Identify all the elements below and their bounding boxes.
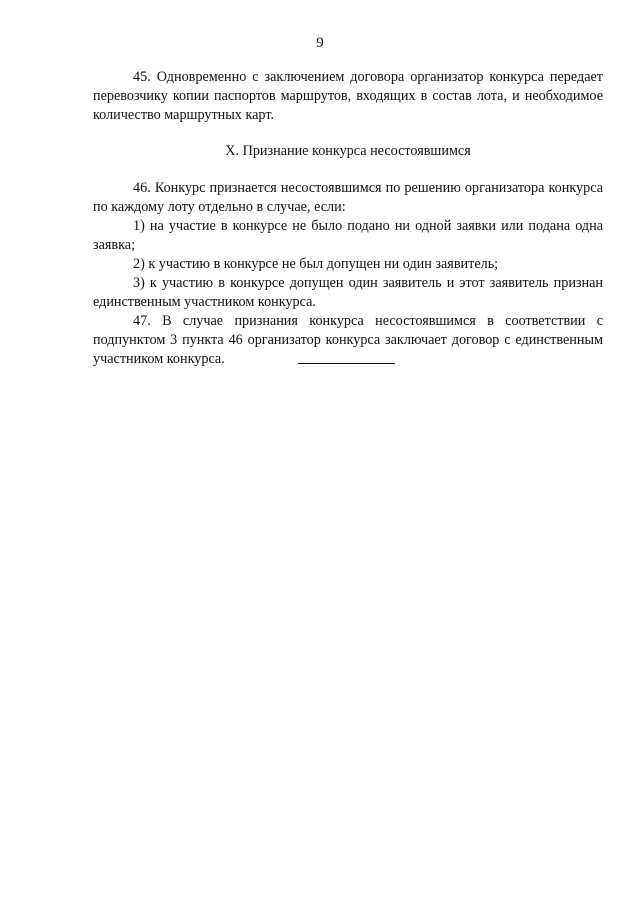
paragraph-47: 47. В случае признания конкурса несостоявшимся в соответствии с подпунктом 3 пункта 46 организатор конкурса заключает договор с единственным участником конкурса. bbox=[93, 313, 603, 367]
document-body bbox=[93, 68, 603, 369]
paragraph-45: 45. Одновременно с заключением договора организатор конкурса передает перевозчику копии паспортов маршрутов, входящих в состав лота, и необходимое количество маршрутных карт. bbox=[93, 69, 603, 123]
section-heading: X. Признание конкурса несостоявшимся bbox=[225, 143, 471, 159]
list-item-2: 2) к участию в конкурсе не был допущен ни один заявитель; bbox=[133, 256, 499, 272]
paragraph-46: 46. Конкурс признается несостоявшимся по решению организатора конкурса по каждому лоту отдельно в случае, если: bbox=[93, 180, 603, 215]
list-item-3: 3) к участию в конкурсе допущен один заявитель и этот заявитель признан единственным участником конкурса. bbox=[93, 275, 603, 310]
page-number: 9 bbox=[316, 35, 324, 51]
end-separator-line bbox=[298, 363, 395, 364]
list-item-1: 1) на участие в конкурсе не было подано ни одной заявки или подана одна заявка; bbox=[93, 218, 603, 253]
